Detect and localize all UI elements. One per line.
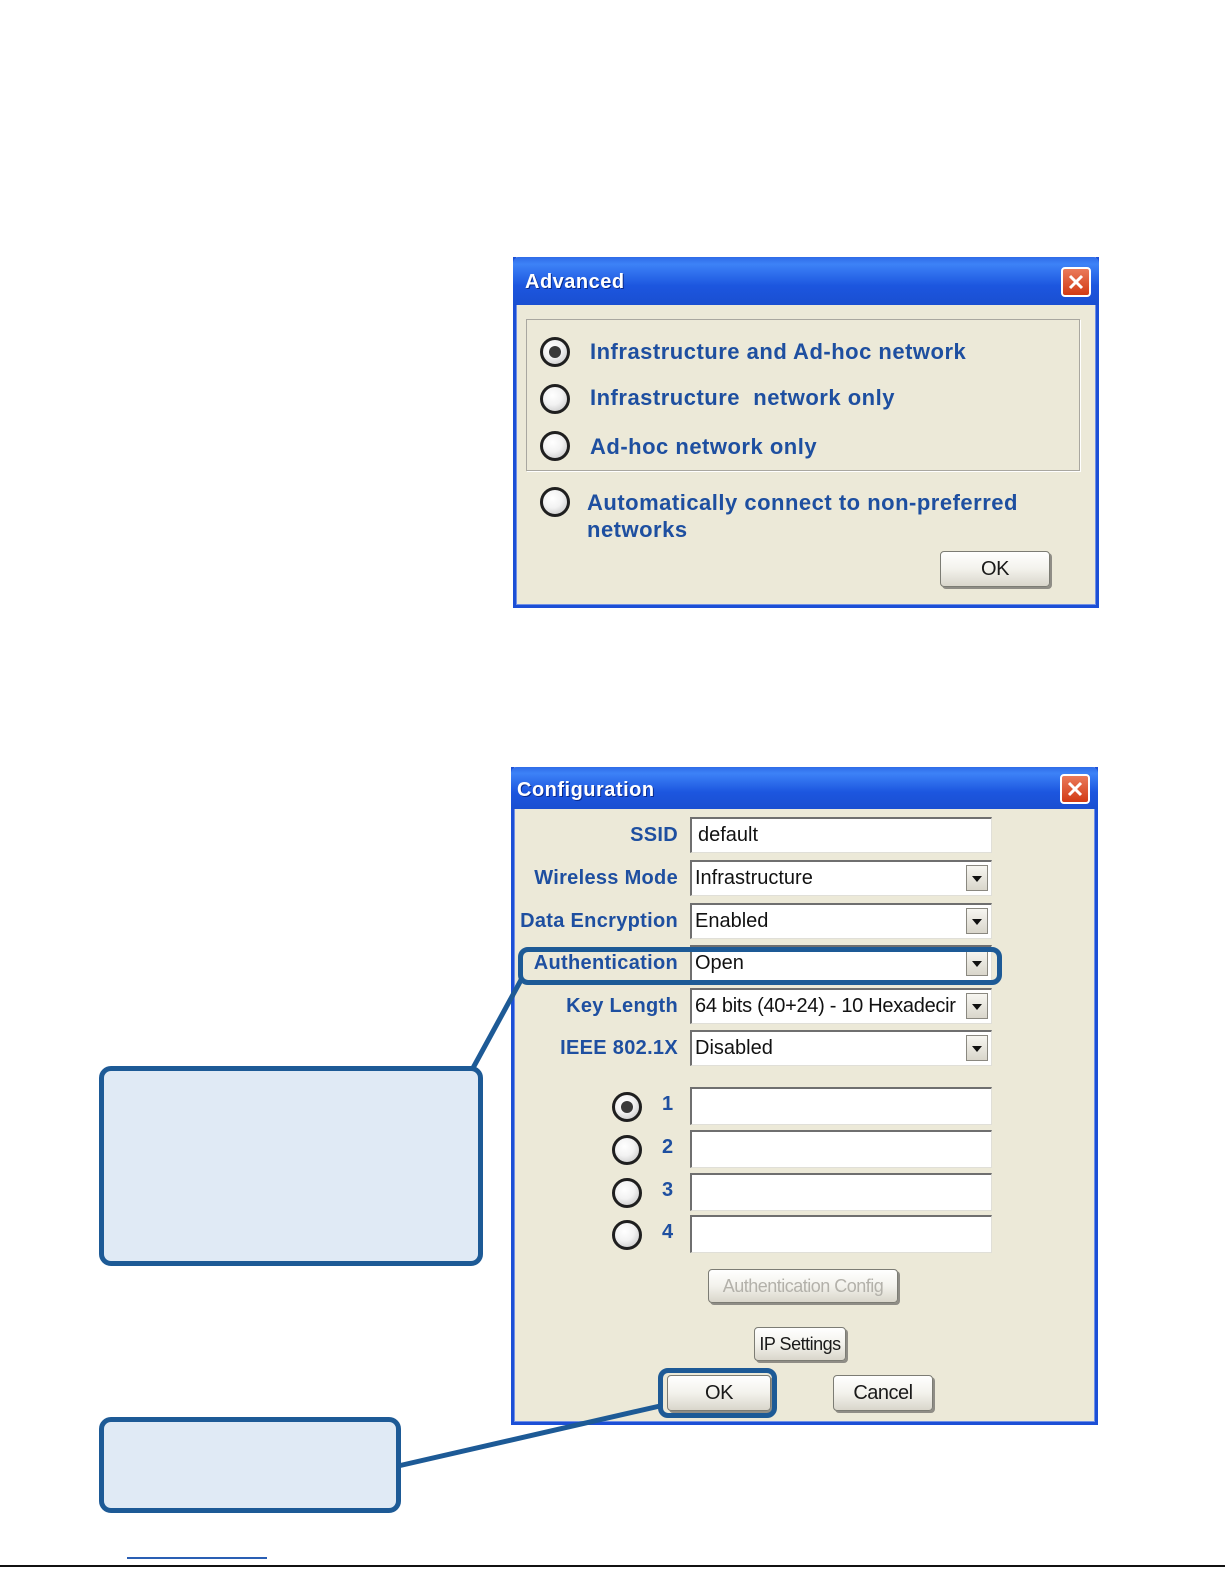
chevron-down-icon[interactable] [966, 908, 988, 934]
data-encryption-select[interactable] [690, 903, 992, 939]
chevron-down-icon[interactable] [966, 865, 988, 891]
key-1-radio[interactable] [612, 1092, 642, 1122]
key-3-index: 3 [662, 1179, 674, 1201]
auto-connect-label-line1: Automatically connect to non-preferred [587, 490, 1018, 515]
key-3-radio[interactable] [612, 1178, 642, 1208]
footer-rule [0, 1565, 1225, 1567]
authentication-label: Authentication [533, 952, 678, 974]
authentication-value: Open [695, 952, 744, 974]
key-2-index: 2 [662, 1136, 674, 1158]
data-encryption-value: Enabled [695, 910, 769, 932]
footer-link-underline [127, 1557, 267, 1559]
ieee-8021x-label: IEEE 802.1X [560, 1037, 678, 1059]
wireless-mode-select[interactable] [690, 860, 992, 896]
close-icon [1066, 780, 1084, 798]
key-1-index: 1 [662, 1093, 674, 1115]
close-icon [1067, 273, 1085, 291]
auto-connect-label-line2: networks [587, 517, 688, 542]
radio-infrastructure-only[interactable] [540, 384, 570, 414]
option-infrastructure-only-label: Infrastructure network only [590, 385, 895, 410]
configuration-close-button[interactable] [1060, 774, 1090, 804]
configuration-title: Configuration [517, 779, 655, 801]
advanced-dialog [513, 257, 1099, 608]
ieee-8021x-select[interactable] [690, 1030, 992, 1066]
chevron-down-icon[interactable] [966, 993, 988, 1019]
option-adhoc-only-label: Ad-hoc network only [590, 434, 818, 459]
authentication-highlight [518, 947, 1002, 985]
authentication-config-button[interactable]: Authentication Config [708, 1269, 898, 1303]
advanced-title: Advanced [525, 271, 625, 293]
configuration-cancel-button[interactable]: Cancel [833, 1375, 933, 1411]
config-labels [514, 767, 678, 1067]
radio-auto-connect[interactable] [540, 487, 570, 517]
data-encryption-label: Data Encryption [520, 910, 678, 932]
key-1-input[interactable] [690, 1087, 992, 1125]
radio-adhoc-only[interactable] [540, 431, 570, 461]
key-length-label: Key Length [566, 995, 678, 1017]
ssid-label: SSID [630, 824, 678, 846]
ssid-input[interactable]: default [690, 817, 992, 853]
advanced-close-button[interactable] [1061, 267, 1091, 297]
key-4-input[interactable] [690, 1215, 992, 1253]
authentication-callout-box [99, 1066, 483, 1266]
key-length-select[interactable] [690, 988, 992, 1024]
configuration-dialog [511, 767, 1098, 1425]
wireless-mode-value: Infrastructure [695, 867, 813, 889]
ok-callout-box [99, 1417, 401, 1513]
wireless-mode-label: Wireless Mode [534, 867, 678, 889]
key-length-value: 64 bits (40+24) - 10 Hexadecir [695, 995, 956, 1017]
radio-infrastructure-adhoc[interactable] [540, 337, 570, 367]
key-2-input[interactable] [690, 1130, 992, 1168]
key-2-radio[interactable] [612, 1135, 642, 1165]
ieee-8021x-value: Disabled [695, 1037, 773, 1059]
option-infrastructure-adhoc-label: Infrastructure and Ad-hoc network [590, 339, 967, 364]
ok-button-highlight [658, 1368, 777, 1418]
chevron-down-icon[interactable] [966, 1035, 988, 1061]
configuration-ok-button[interactable]: OK [667, 1375, 771, 1411]
ip-settings-button[interactable]: IP Settings [754, 1327, 846, 1361]
advanced-titlebar[interactable] [513, 257, 1099, 305]
key-3-input[interactable] [690, 1173, 992, 1211]
advanced-ok-button[interactable]: OK [940, 551, 1050, 587]
key-4-index: 4 [662, 1221, 674, 1243]
key-4-radio[interactable] [612, 1220, 642, 1250]
